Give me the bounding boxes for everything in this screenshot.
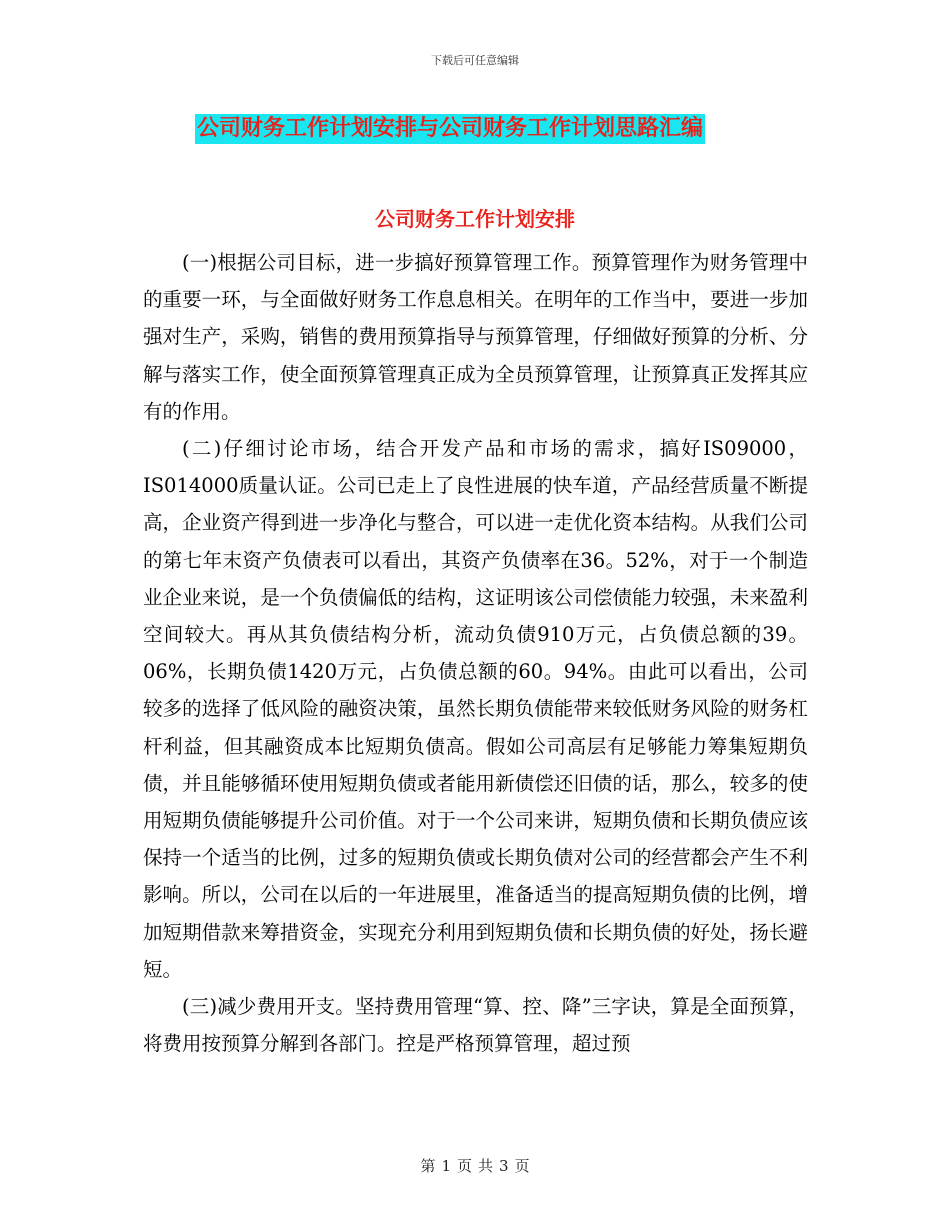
header-note: 下载后可任意编辑 — [431, 54, 519, 67]
page-footer — [0, 1155, 950, 1176]
footer-total-pages: 3 — [499, 1157, 509, 1175]
footer-current-page: 1 — [441, 1157, 451, 1175]
paragraph: (三)减少费用开支。坚持费用管理“算、控、降”三字诀，算是全面预算，将费用按预算分解到各部门。控是严格预算管理，超过预 — [143, 995, 808, 1056]
section-title: 公司财务工作计划安排 — [375, 207, 575, 231]
footer-page-unit: 页 — [456, 1157, 472, 1175]
footer-page-label: 第 — [420, 1157, 436, 1175]
paragraph: (一)根据公司目标，进一步搞好预算管理工作。预算管理作为财务管理中的重要一环，与全面做好财务工作息息相关。在明年的工作当中，要进一步加强对生产，采购，销售的费用预算指导与预算管理，仔细做好预算的分析、分解与落实工作，使全面预算管理真正成为全员预算管理，让预算真正发挥其应有的作用。 — [143, 251, 808, 423]
footer-total-unit: 页 — [514, 1157, 530, 1175]
footer-total-label: 共 — [478, 1157, 494, 1175]
paragraph: (二)仔细讨论市场，结合开发产品和市场的需求，搞好IS09000，IS014000质量认证。公司已走上了良性进展的快车道，产品经营质量不断提高，企业资产得到进一步净化与整合，可以进一走优化资本结构。从我们公司的第七年末资产负债表可以看出，其资产负债率在36。52%，对于一个制造业企业来说，是一个负债偏低的结构，这证明该公司偿债能力较强，未来盈利空间较大。再从其负债结构分析，流动负债910万元，占负债总额的39。06%，长期负债1420万元，占负债总额的60。94%。由此可以看出，公司较多的选择了低风险的融资决策，虽然长期负债能带来较低财务风险的财务杠杆利益，但其融资成本比短期负债高。假如公司高层有足够能力筹集短期负债，并且能够循环使用短期负债或者能用新债偿还旧债的话，那么，较多的使用短期负债能够提升公司价值。对于一个公司来讲，短期负债和长期负债应该保持一个适当的比例，过多的短期负债或长期负债对公司的经营都会产生不利影响。所以，公司在以后的一年进展里，准备适当的提高短期负债的比例，增加短期借款来筹措资金，实现充分利用到短期负债和长期负债的好处，扬长避短。 — [143, 437, 808, 981]
document-body — [143, 244, 808, 1062]
document-title: 公司财务工作计划安排与公司财务工作计划思路汇编 — [195, 114, 705, 144]
